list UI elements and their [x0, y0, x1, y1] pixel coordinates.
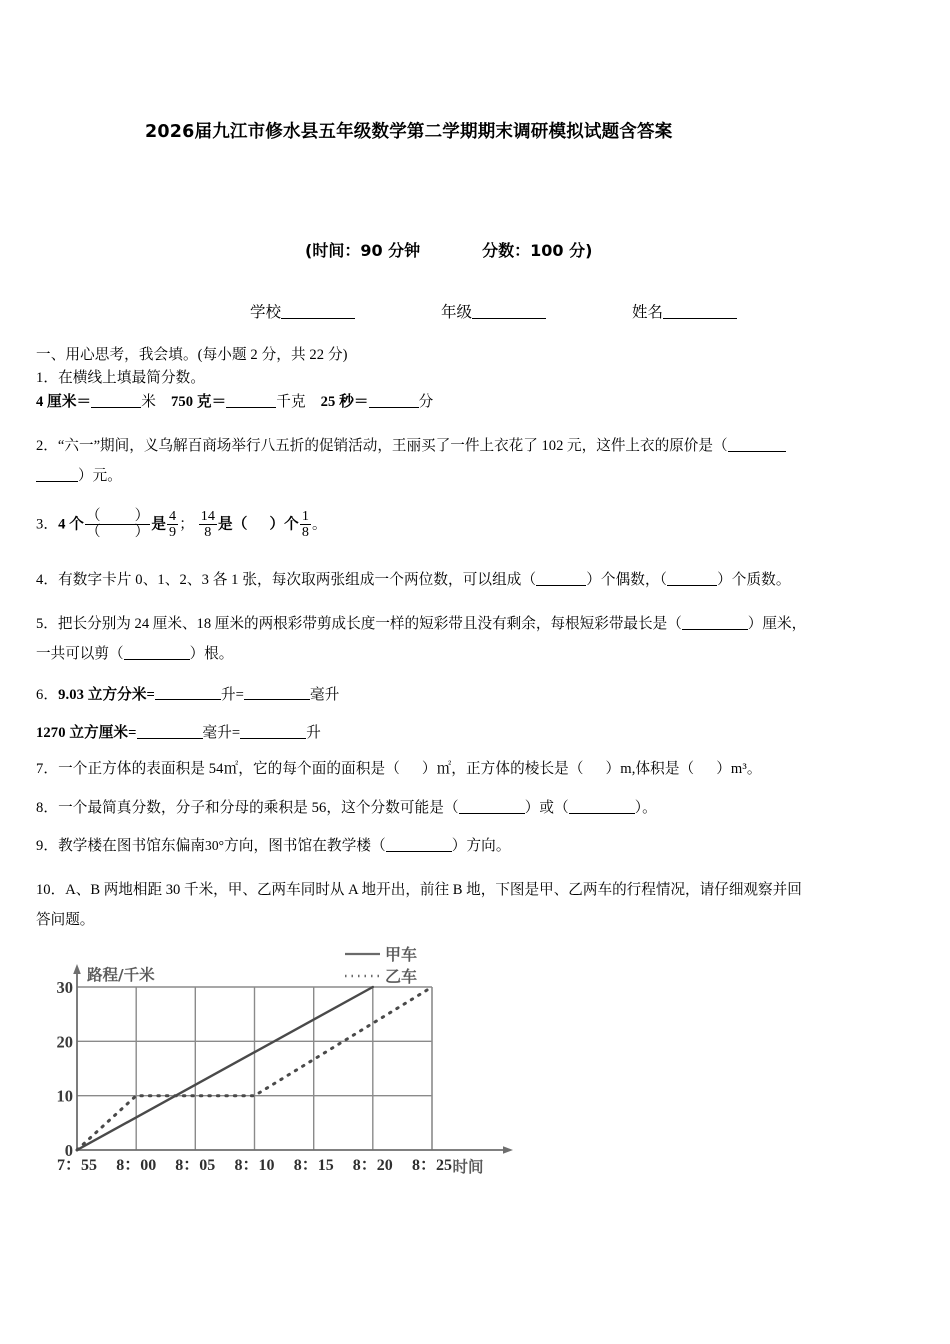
q3-sep: ；: [179, 516, 194, 533]
question-1-answer-line: [36, 393, 920, 409]
exam-meta: [305, 238, 592, 261]
question-2-number: 2．: [36, 437, 58, 454]
q6-l2a: 1270 立方厘米=: [36, 724, 137, 741]
question-4-part1: 有数字卡片 0、1、2、3 各 1 张，每次取两张组成一个两位数，可以组成（: [58, 572, 537, 589]
series-line-jiache: [77, 987, 373, 1150]
q3-num-open: （: [85, 507, 101, 524]
question-8-part1: 一个最简真分数，分子和分母的乘积是 56，这个分数可能是（: [58, 799, 459, 816]
question-7-part1: 一个正方体的表面积是 54㎡，它的每个面的面积是（: [58, 761, 400, 778]
question-9-part3: ）方向。: [451, 838, 511, 855]
question-body: [36, 348, 920, 938]
field-grade-label: 年级: [441, 304, 473, 321]
y-tick-labels: [57, 978, 74, 1160]
q3-mid1: 是: [151, 516, 167, 533]
q6-l2c: 升: [306, 724, 321, 741]
q3-f1-num: 4: [169, 508, 177, 525]
q1-d: 千克: [276, 394, 306, 411]
question-3-number: 3．: [36, 516, 59, 533]
page-title: 2026届九江市修水县五年级数学第二学期期末调研模拟试题含答案: [145, 122, 673, 142]
q6-blank-1[interactable]: [155, 686, 221, 701]
question-8-part2: ）或（: [524, 799, 569, 816]
travel-graph: [55, 932, 525, 1187]
question-8: [36, 799, 920, 815]
x-axis-title: 时间: [452, 1158, 484, 1176]
question-10-part1: A、B 两地相距 30 千米，甲、乙两车同时从 A 地开出，前往 B 地，下图是甲、乙两车的行程情况，请仔细观察并回: [65, 881, 802, 898]
question-10: [36, 876, 920, 936]
question-5-number: 5．: [36, 615, 58, 632]
q9-blank[interactable]: [386, 837, 452, 852]
question-9-part2: 方向，图书馆在教学楼（: [224, 838, 386, 855]
question-10-part2: 答问题。: [36, 911, 95, 928]
q3-lead: 4 个: [58, 516, 84, 533]
field-school-blank[interactable]: [281, 303, 355, 319]
q3-num-close: ）: [134, 507, 150, 524]
question-7-part2: ）㎡，正方体的棱长是（: [421, 761, 584, 778]
chart-axes: [73, 964, 513, 1154]
q3-fraction-numerator: [85, 509, 150, 525]
question-1-stem: 在横线上填最简分数。: [58, 369, 206, 386]
question-7-number: 7．: [36, 761, 59, 778]
q6-l1a: 9.03 立方分米=: [58, 686, 155, 703]
legend-label-yieche: 乙车: [385, 967, 418, 986]
q3-f2-den: 8: [204, 524, 212, 541]
q3-blank-fraction[interactable]: [85, 509, 150, 541]
question-6-line2: [36, 724, 920, 740]
q1-c: 750 克＝: [170, 394, 227, 411]
question-6-number: 6．: [36, 686, 59, 703]
question-5: [36, 610, 920, 670]
question-7-part4: ）m³。: [716, 761, 762, 778]
q3-f1-den: 9: [169, 524, 177, 541]
question-7-part3: ）m,体积是（: [605, 761, 695, 778]
q6-l1b: 升=: [220, 686, 245, 703]
q8-blank-1[interactable]: [459, 799, 525, 814]
q2-blank-cont[interactable]: [36, 467, 78, 482]
q2-blank[interactable]: [728, 437, 786, 452]
question-7: [36, 762, 920, 777]
question-3: [36, 509, 920, 541]
svg-text:8：15: 8：15: [293, 1157, 334, 1174]
q1-b: 米: [141, 394, 156, 411]
q1-a: 4 厘米＝: [36, 394, 92, 411]
svg-text:8：05: 8：05: [175, 1157, 216, 1174]
question-8-part3: ）。: [634, 799, 657, 816]
q5-blank-1[interactable]: [682, 615, 748, 630]
y-axis-title: 路程/千米: [87, 966, 155, 984]
q3-fraction-denominator: [85, 525, 150, 540]
q1-blank-1[interactable]: [91, 393, 141, 408]
svg-text:20: 20: [56, 1032, 73, 1052]
field-name-label: 姓名: [632, 304, 664, 321]
svg-text:8：25: 8：25: [411, 1157, 453, 1174]
q3-mid3: ）个: [269, 516, 299, 533]
question-2-part2: ）元。: [78, 467, 122, 484]
question-5-part4: ）根。: [189, 645, 234, 662]
svg-text:10: 10: [56, 1086, 73, 1106]
svg-text:8：10: 8：10: [234, 1157, 275, 1174]
field-school: [250, 300, 355, 322]
q4-blank-1[interactable]: [536, 571, 586, 586]
svg-text:8：00: 8：00: [116, 1157, 157, 1174]
q3-f3-den: 8: [301, 524, 310, 541]
svg-text:30: 30: [56, 978, 73, 997]
q6-blank-4[interactable]: [240, 724, 306, 739]
chart-legend: [345, 945, 417, 986]
section-heading: 一、用心思考，我会填。(每小题 2 分，共 22 分): [36, 347, 348, 363]
q6-l2b: 毫升=: [202, 724, 241, 741]
question-6-line1: [36, 686, 920, 702]
field-name-blank[interactable]: [663, 303, 737, 319]
q8-blank-2[interactable]: [569, 799, 635, 814]
question-4-part3: ）个质数。: [717, 572, 791, 589]
q4-blank-2[interactable]: [667, 571, 717, 586]
svg-text:8：20: 8：20: [352, 1157, 393, 1174]
chart-grid: [77, 987, 432, 1150]
exam-score-label: 分数：100 分): [482, 241, 593, 260]
q1-blank-2[interactable]: [226, 393, 276, 408]
svg-text:0: 0: [64, 1141, 73, 1160]
x-tick-labels: [57, 1157, 452, 1174]
exam-time-label: (时间：90 分钟: [305, 241, 421, 260]
field-grade: [441, 300, 546, 322]
question-5-part3: 一共可以剪（: [36, 645, 124, 662]
question-5-part1: 把长分别为 24 厘米、18 厘米的两根彩带剪成长度一样的短彩带且没有剩余，每根短彩带最长是（: [57, 615, 682, 632]
q3-fraction-fourteen-eighths: [199, 509, 217, 540]
q3-f3-num: 1: [301, 508, 310, 525]
q3-tail: 。: [312, 516, 327, 533]
field-grade-blank[interactable]: [472, 303, 546, 319]
question-1-number: 1．: [36, 369, 59, 386]
question-8-number: 8．: [36, 799, 59, 816]
question-10-number: 10．: [36, 881, 66, 898]
q3-den-open: （: [85, 524, 101, 541]
question-2: [36, 432, 920, 492]
field-name: [632, 300, 737, 322]
question-9-angle: 30°: [205, 838, 225, 854]
question-4-part2: ）个偶数，（: [586, 572, 668, 589]
q3-mid2: 是（: [218, 516, 248, 533]
q3-den-close: ）: [134, 524, 150, 541]
question-9-number: 9．: [36, 838, 59, 855]
q5-blank-2[interactable]: [124, 645, 190, 660]
field-school-label: 学校: [250, 304, 282, 321]
svg-text:7：55: 7：55: [56, 1157, 98, 1174]
student-fields: [250, 300, 737, 322]
q1-f: 分: [418, 394, 434, 411]
q3-f2-num: 14: [200, 508, 216, 525]
question-2-part1: “六一”期间，义乌解百商场举行八五折的促销活动，王丽买了一件上衣花了 102 元，这件上衣的原价是（: [57, 437, 728, 454]
question-9: [36, 837, 920, 853]
q1-blank-3[interactable]: [369, 393, 419, 408]
question-4-number: 4．: [36, 572, 59, 589]
q3-fraction-four-ninths: [167, 509, 178, 540]
q6-blank-2[interactable]: [244, 686, 310, 701]
question-9-part1: 教学楼在图书馆东偏南: [58, 838, 206, 855]
travel-graph-svg: [55, 932, 525, 1187]
q3-fraction-one-eighth: [300, 509, 311, 540]
q6-blank-3[interactable]: [137, 724, 203, 739]
q1-e: 25 秒＝: [320, 394, 369, 411]
legend-label-jiache: 甲车: [385, 945, 418, 964]
question-1: [36, 371, 920, 386]
question-5-part2: ）厘米，: [747, 615, 807, 632]
q6-l1c: 毫升: [310, 686, 340, 703]
question-4: [36, 571, 920, 587]
